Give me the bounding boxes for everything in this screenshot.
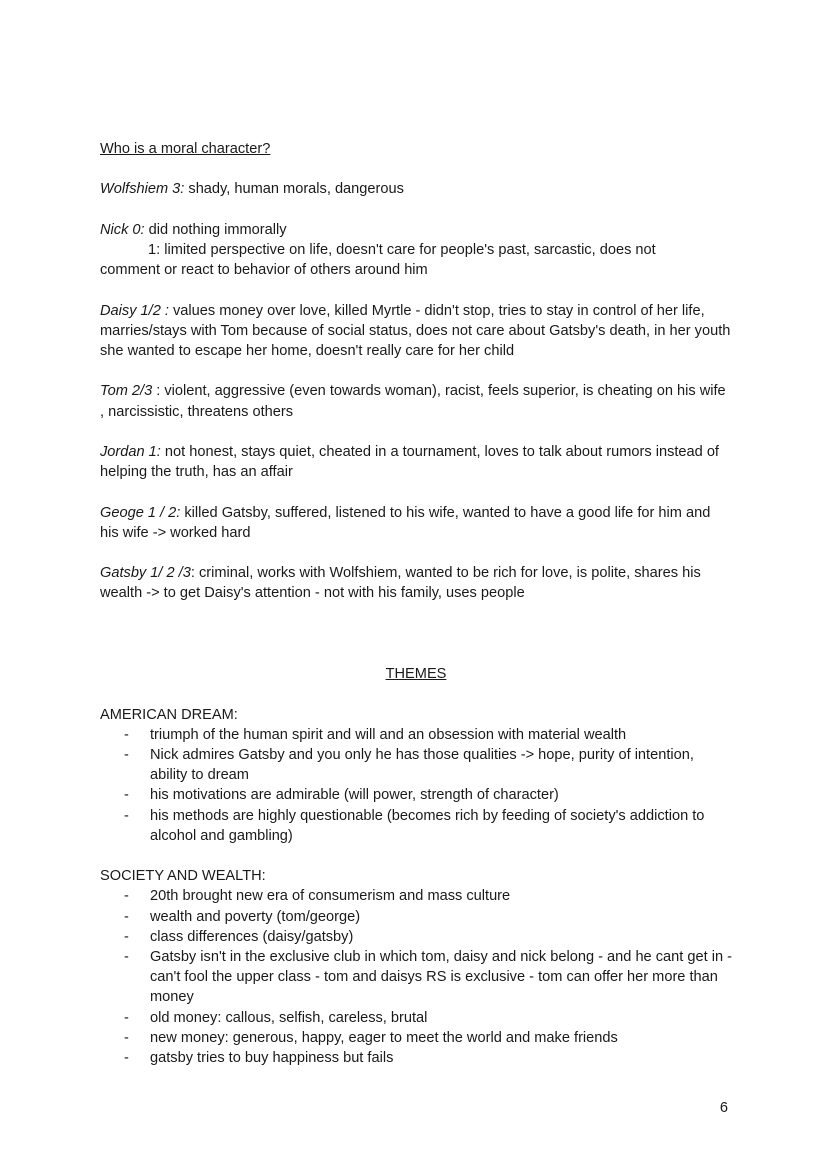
entry-name: Nick 0: [100, 221, 145, 238]
list-item-text: his methods are highly questionable (becomes rich by feeding of society's addiction to alcohol and gambling) [150, 807, 705, 844]
spacer [100, 846, 732, 866]
list-item-text: Gatsby isn't in the exclusive club in which tom, daisy and nick belong - and he cant get in - can't fool the upper class - tom and daisys RS is exclusive - tom can offer her more than money [150, 948, 732, 1006]
page-number: 6 [719, 1100, 728, 1116]
spacer [100, 543, 732, 563]
moral-heading: Who is a moral character? [100, 141, 271, 157]
list-item-text: Nick admires Gatsby and you only he has those qualities -> hope, purity of intention, ability to dream [150, 746, 694, 784]
themes-title: THEMES [385, 666, 447, 683]
list-item [100, 725, 732, 745]
entry-wolfshiem [100, 179, 732, 199]
page-content [100, 139, 732, 1068]
spacer [100, 644, 732, 664]
spacer [100, 482, 732, 502]
entry-text: did nothing immorally [144, 221, 287, 238]
list-item-text: triumph of the human spirit and will and an obsession with material wealth [150, 726, 627, 743]
list-item [100, 947, 732, 1008]
spacer [100, 604, 732, 624]
entry-text: : criminal, works with Wolfshiem, wanted to be rich for love, is polite, shares his wealth -> to get Daisy's attention - not with his family, uses people [100, 565, 701, 602]
entry-nick [100, 220, 732, 240]
list-item [100, 806, 732, 846]
dash-bullet-icon: - [124, 908, 129, 925]
list-item [100, 927, 732, 947]
dash-bullet-icon: - [124, 726, 129, 743]
spacer [100, 361, 732, 381]
entry-name: Daisy 1/2 : [100, 302, 169, 319]
entry-nick-continuation-first: 1: limited perspective on life, doesn't care for people's past, sarcastic, does not [148, 241, 656, 258]
spacer [100, 159, 732, 179]
spacer [100, 200, 732, 220]
entry-gatsby [100, 563, 732, 603]
entry-text: : violent, aggressive (even towards woman), racist, feels superior, is cheating on his wife , narcissistic, threatens others [100, 383, 726, 420]
entry-name: Jordan 1: [100, 443, 161, 460]
list-item-text: 20th brought new era of consumerism and mass culture [150, 888, 511, 905]
entry-name: Geoge 1 / 2: [100, 504, 181, 521]
entry-text: values money over love, killed Myrtle - didn't stop, tries to stay in control of her life, marries/stays with Tom because of social status, does not care about Gatsby's death, in her youth she wanted to escape her home, doesn't really care for her child [100, 302, 731, 359]
entry-daisy [100, 301, 732, 362]
list-item-text: his motivations are admirable (will power, strength of character) [150, 787, 559, 804]
list-item [100, 886, 732, 906]
dash-bullet-icon: - [124, 888, 129, 905]
entry-text: killed Gatsby, suffered, listened to his wife, wanted to have a good life for him and his wife -> worked hard [100, 504, 711, 541]
spacer [100, 684, 732, 704]
dash-bullet-icon: - [124, 787, 129, 804]
dash-bullet-icon: - [124, 746, 129, 763]
dash-bullet-icon: - [124, 1009, 129, 1026]
list-item-text: old money: callous, selfish, careless, brutal [150, 1009, 428, 1026]
theme-heading-american-dream: AMERICAN DREAM: [100, 706, 238, 723]
list-item-text: class differences (daisy/gatsby) [150, 928, 354, 945]
list-item [100, 745, 732, 785]
entry-name: Tom 2/3 [100, 383, 153, 400]
entry-name: Gatsby 1/ 2 /3 [100, 565, 191, 582]
spacer [100, 422, 732, 442]
entry-nick-continuation-rest: comment or react to behavior of others around him [100, 262, 428, 279]
list-item [100, 1008, 732, 1028]
society-wealth-list [100, 886, 732, 1068]
list-item-text: wealth and poverty (tom/george) [150, 908, 361, 925]
entry-george [100, 503, 732, 543]
list-item-text: new money: generous, happy, eager to meet the world and make friends [150, 1029, 618, 1046]
spacer [100, 280, 732, 300]
dash-bullet-icon: - [124, 1049, 129, 1066]
dash-bullet-icon: - [124, 1029, 129, 1046]
dash-bullet-icon: - [124, 807, 129, 824]
theme-heading-society-wealth: SOCIETY AND WEALTH: [100, 868, 266, 885]
list-item-text: gatsby tries to buy happiness but fails [150, 1049, 394, 1066]
list-item [100, 1048, 732, 1068]
spacer [100, 624, 732, 644]
entry-text: shady, human morals, dangerous [184, 181, 404, 198]
entry-jordan [100, 442, 732, 482]
list-item [100, 1028, 732, 1048]
american-dream-list [100, 725, 732, 846]
entry-tom [100, 381, 732, 421]
list-item [100, 907, 732, 927]
entry-name: Wolfshiem 3: [100, 181, 185, 198]
dash-bullet-icon: - [124, 948, 129, 965]
list-item [100, 785, 732, 805]
dash-bullet-icon: - [124, 928, 129, 945]
entry-text: not honest, stays quiet, cheated in a tournament, loves to talk about rumors instead of helping the truth, has an affair [100, 443, 719, 481]
